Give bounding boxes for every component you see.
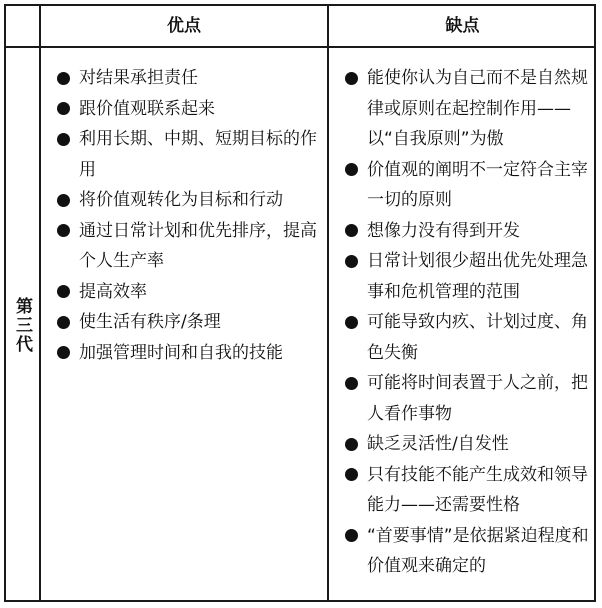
cons-item: 可能将时间表置于人之前，把人看作事物 (340, 368, 592, 429)
pros-item: 提高效率 (52, 277, 322, 308)
generation-label: 第三代 (12, 296, 32, 354)
cons-item: 日常计划很少超出优先处理急事和危机管理的范围 (340, 246, 592, 307)
header-divider (4, 46, 596, 48)
cons-item: 缺乏灵活性/自发性 (340, 429, 592, 460)
generation-cell (6, 48, 39, 602)
pros-item: 跟价值观联系起来 (52, 94, 322, 125)
header-pros: 优点 (167, 16, 201, 36)
header-cons: 缺点 (445, 16, 480, 36)
pros-item: 对结果承担责任 (52, 63, 322, 94)
cons-item: 能使你认为自己而不是自然规律或原则在起控制作用——以“自我原则”为傲 (340, 63, 592, 155)
column-divider-right (327, 4, 329, 602)
cons-list (340, 63, 592, 582)
cons-item: 可能导致内疚、计划过度、角色失衡 (340, 307, 592, 368)
pros-list (52, 63, 322, 368)
pros-item: 利用长期、中期、短期目标的作用 (52, 124, 322, 185)
pros-item: 使生活有秩序/条理 (52, 307, 322, 338)
pros-item: 将价值观转化为目标和行动 (52, 185, 322, 216)
pros-item: 通过日常计划和优先排序，提高个人生产率 (52, 216, 322, 277)
cons-item: 想像力没有得到开发 (340, 216, 592, 247)
pros-item: 加强管理时间和自我的技能 (52, 338, 322, 369)
cons-item: 只有技能不能产生成效和领导能力——还需要性格 (340, 460, 592, 521)
cons-item: “首要事情”是依据紧迫程度和价值观来确定的 (340, 521, 592, 582)
column-divider-left (39, 4, 41, 602)
cons-item: 价值观的阐明不一定符合主宰一切的原则 (340, 155, 592, 216)
